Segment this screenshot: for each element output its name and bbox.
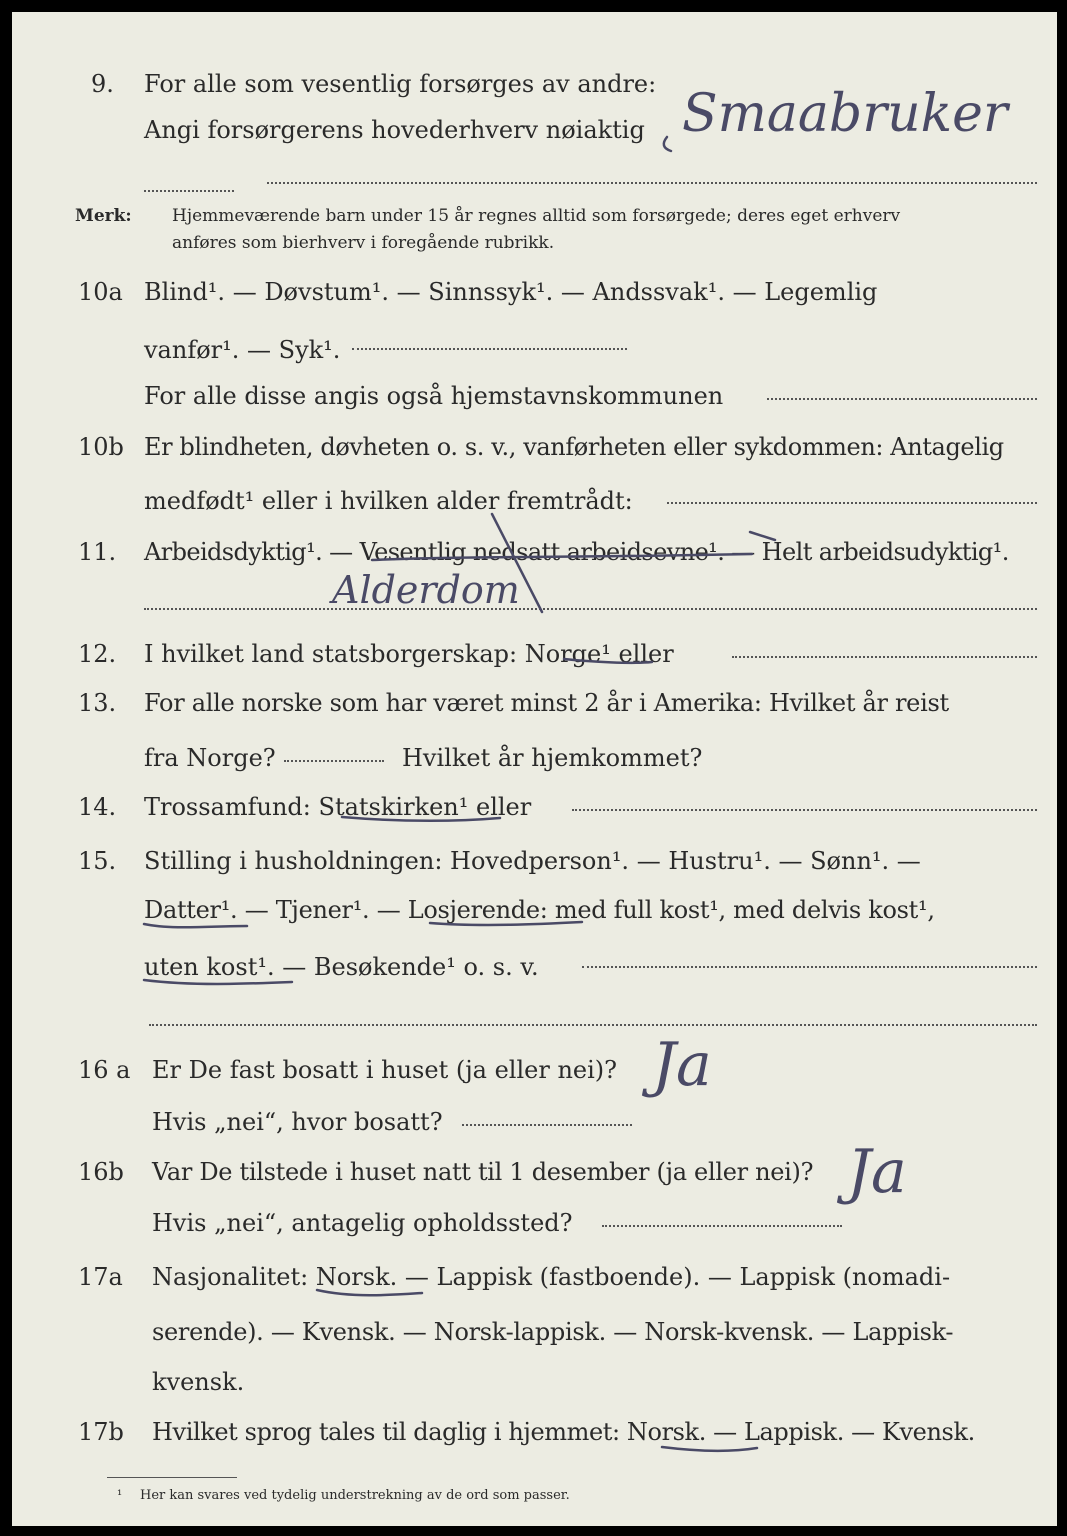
q13-number: 13. xyxy=(78,689,117,717)
q15-line2: Datter¹. — Tjener¹. — Losjerende: med full kost¹, med delvis kost¹, xyxy=(144,896,935,924)
q17a-line3: kvensk. xyxy=(152,1368,245,1396)
dotted-line xyxy=(602,1225,842,1227)
dotted-line xyxy=(767,398,1037,400)
q9-line1: For alle som vesentlig forsørges av andre: xyxy=(144,70,657,98)
q10b-line2: medfødt¹ eller i hvilken alder fremtrådt: xyxy=(144,487,633,515)
merk-line1: Hjemmeværende barn under 15 år regnes alltid som forsørgede; deres eget erhverv xyxy=(172,206,901,226)
q11-answer-handwriting: Alderdom xyxy=(332,568,520,612)
q10a-line2: vanfør¹. — Syk¹. xyxy=(144,336,341,364)
q9-line2: Angi forsørgerens hovederhverv nøiaktig xyxy=(144,116,645,144)
q16b-line1: Var De tilstede i huset natt til 1 desember (ja eller nei)? xyxy=(152,1158,814,1186)
dotted-line xyxy=(267,182,1037,184)
q9-number: 9. xyxy=(91,70,114,98)
norsk-sprog-underline xyxy=(662,1447,757,1451)
q9-answer-handwriting: Smaabruker xyxy=(682,84,1008,144)
merk-line2: anføres som bierhverv i foregående rubrikk. xyxy=(172,233,555,253)
q16a-line1: Er De fast bosatt i huset (ja eller nei)? xyxy=(152,1056,618,1084)
q13-line2b: Hvilket år hjemkommet? xyxy=(402,744,703,772)
q10b-line1: Er blindheten, døvheten o. s. v., vanførheten eller sykdommen: Antagelig xyxy=(144,433,1004,461)
q17a-number: 17a xyxy=(78,1263,123,1291)
dotted-line xyxy=(144,608,1037,610)
dotted-line xyxy=(352,348,627,350)
q16a-answer-handwriting: Ja xyxy=(652,1030,712,1100)
q13-line2: fra Norge? xyxy=(144,744,276,772)
q10a-line3: For alle disse angis også hjemstavnskommunen xyxy=(144,382,724,410)
q16b-number: 16b xyxy=(78,1158,124,1186)
footnote-text: Her kan svares ved tydelig understrekning av de ord som passer. xyxy=(140,1488,570,1503)
merk-label: Merk: xyxy=(75,206,132,226)
dotted-line xyxy=(284,760,384,762)
q15-number: 15. xyxy=(78,847,117,875)
dotted-line xyxy=(144,190,234,192)
q10a-number: 10a xyxy=(78,278,123,306)
dotted-line xyxy=(582,966,1037,968)
q17b-line1: Hvilket sprog tales til daglig i hjemmet: Norsk. — Lappisk. — Kvensk. xyxy=(152,1418,975,1446)
dotted-line xyxy=(667,502,1037,504)
q15-line3: uten kost¹. — Besøkende¹ o. s. v. xyxy=(144,953,539,981)
dotted-line xyxy=(462,1124,632,1126)
q13-line1: For alle norske som har været minst 2 år i Amerika: Hvilket år reist xyxy=(144,689,949,717)
q10b-number: 10b xyxy=(78,433,124,461)
q14-number: 14. xyxy=(78,793,117,821)
q16b-answer-handwriting: Ja xyxy=(847,1137,907,1207)
q16b-line2: Hvis „nei“, antagelig opholdssted? xyxy=(152,1209,573,1237)
footnote-mark: ¹ xyxy=(117,1488,123,1503)
q11-line1: Arbeidsdyktig¹. — Vesentlig nedsatt arbeidsevne¹. — Helt arbeidsudyktig¹. xyxy=(144,538,1009,566)
census-form-page xyxy=(12,12,1057,1526)
q17b-number: 17b xyxy=(78,1418,124,1446)
q12-line1: I hvilket land statsborgerskap: Norge¹ eller xyxy=(144,640,674,668)
q14-line1: Trossamfund: Statskirken¹ eller xyxy=(144,793,532,821)
q12-number: 12. xyxy=(78,640,117,668)
q10a-line1: Blind¹. — Døvstum¹. — Sinnssyk¹. — Andssvak¹. — Legemlig xyxy=(144,278,878,306)
q15-line1: Stilling i husholdningen: Hovedperson¹. — Hustru¹. — Sønn¹. — xyxy=(144,847,921,875)
footnote-rule xyxy=(107,1477,237,1478)
dotted-line xyxy=(149,1024,1037,1026)
q16a-number: 16 a xyxy=(78,1056,131,1084)
dotted-line xyxy=(732,656,1037,658)
q17a-line2: serende). — Kvensk. — Norsk-lappisk. — Norsk-kvensk. — Lappisk- xyxy=(152,1318,954,1346)
q17a-line1: Nasjonalitet: Norsk. — Lappisk (fastboende). — Lappisk (nomadi- xyxy=(152,1263,951,1291)
q9-hw-stroke xyxy=(664,137,671,151)
q11-number: 11. xyxy=(78,538,117,566)
q16a-line2: Hvis „nei“, hvor bosatt? xyxy=(152,1108,443,1136)
dotted-line xyxy=(572,809,1037,811)
